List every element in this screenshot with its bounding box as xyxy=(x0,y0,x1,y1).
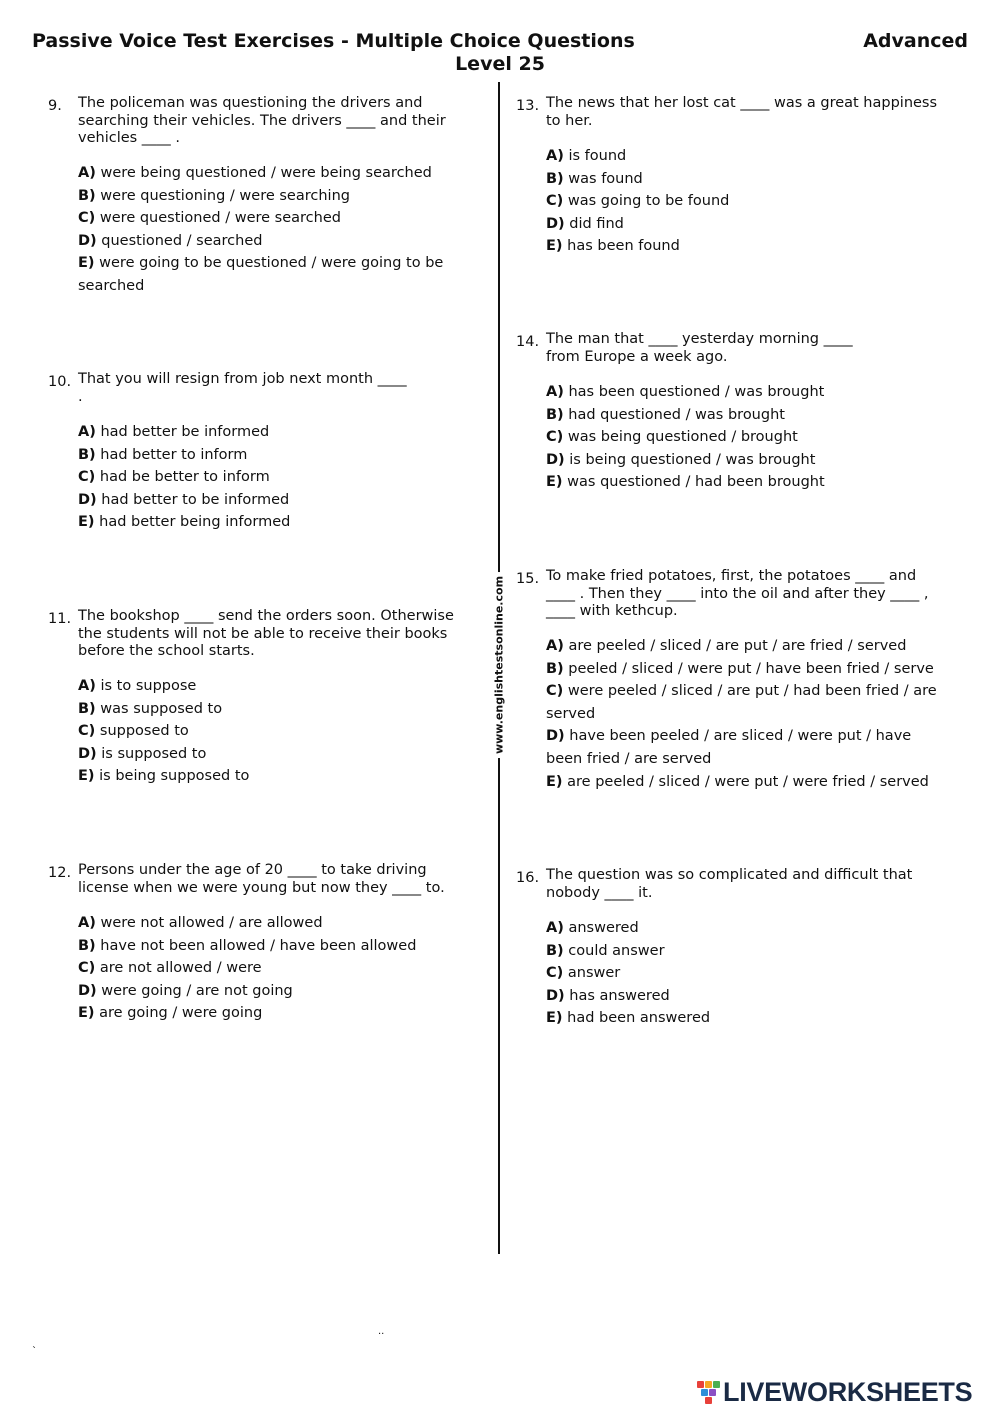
option-c[interactable]: C) was being questioned / brought xyxy=(546,429,798,446)
option-c[interactable]: C) had be better to inform xyxy=(78,469,270,486)
option-b[interactable]: B) had questioned / was brought xyxy=(546,406,785,423)
question-stem: The bookshop ____ send the orders soon. Otherwise the students will not be able to receive their books before the school starts. xyxy=(78,608,454,659)
level-label: Level 25 xyxy=(455,53,545,75)
logo-square xyxy=(713,1381,720,1388)
option-a[interactable]: A) is to suppose xyxy=(78,678,197,694)
option-b[interactable]: B) peeled / sliced / were put / have been fried / serve xyxy=(546,660,934,677)
options-list xyxy=(78,912,488,1025)
option-e[interactable]: E) has been found xyxy=(546,238,680,255)
question-stem: The news that her lost cat ____ was a great happiness to her. xyxy=(546,95,938,129)
option-b[interactable]: B) was supposed to xyxy=(78,700,223,717)
option-c[interactable]: C) were questioned / were searched xyxy=(78,210,341,227)
option-e[interactable]: E) are peeled / sliced / were put / were fried / served xyxy=(546,773,929,790)
option-e[interactable]: E) are going / were going xyxy=(78,1005,263,1022)
stray-dots: .. xyxy=(378,1326,385,1337)
option-e[interactable]: E) had been answered xyxy=(546,1010,711,1027)
option-a[interactable]: A) has been questioned / was brought xyxy=(546,384,825,400)
option-e[interactable]: E) had better being informed xyxy=(78,514,291,531)
options-list xyxy=(546,381,956,494)
option-b[interactable]: B) have not been allowed / have been allowed xyxy=(78,937,417,954)
options-list xyxy=(78,162,488,298)
stray-mark: ` xyxy=(32,1346,37,1357)
option-c[interactable]: C) answer xyxy=(546,965,621,982)
question-stem: To make fried potatoes, first, the potatoes ____ and ____ . Then they ____ into the oil and after they ____ , ____ with kethcup. xyxy=(546,568,929,619)
option-a[interactable]: A) were being questioned / were being searched xyxy=(78,165,432,181)
options-list xyxy=(546,635,966,793)
option-c[interactable]: C) are not allowed / were xyxy=(78,960,262,977)
question-number: 10. xyxy=(48,374,72,390)
logo-square xyxy=(709,1389,716,1396)
option-b[interactable]: B) was found xyxy=(546,170,643,187)
logo-square xyxy=(701,1389,708,1396)
option-e[interactable]: E) were going to be questioned / were going to be searched xyxy=(78,255,444,294)
question-number: 12. xyxy=(48,865,72,881)
option-a[interactable]: A) is found xyxy=(546,148,627,164)
question-number: 16. xyxy=(516,870,540,886)
logo-square xyxy=(705,1397,712,1404)
option-a[interactable]: A) were not allowed / are allowed xyxy=(78,915,323,931)
option-b[interactable]: B) were questioning / were searching xyxy=(78,187,350,204)
options-list xyxy=(78,421,488,534)
option-d[interactable]: D) is being questioned / was brought xyxy=(546,451,816,468)
option-c[interactable]: C) was going to be found xyxy=(546,193,730,210)
option-c[interactable]: C) were peeled / sliced / are put / had been fried / are served xyxy=(546,683,937,722)
question-stem: That you will resign from job next month ____ . xyxy=(78,371,407,405)
question-number: 13. xyxy=(516,98,540,114)
question-stem: The question was so complicated and difficult that nobody ____ it. xyxy=(546,867,913,901)
option-e[interactable]: E) was questioned / had been brought xyxy=(546,474,825,491)
question-stem: The policeman was questioning the drivers and searching their vehicles. The drivers ____ and their vehicles ____ . xyxy=(78,95,446,146)
option-d[interactable]: D) is supposed to xyxy=(78,745,207,762)
option-d[interactable]: D) questioned / searched xyxy=(78,232,263,249)
option-d[interactable]: D) have been peeled / are sliced / were put / have been fried / are served xyxy=(546,728,912,767)
question-stem: The man that ____ yesterday morning ____ from Europe a week ago. xyxy=(546,331,853,365)
page-title: Passive Voice Test Exercises - Multiple Choice Questions xyxy=(32,30,635,52)
option-a[interactable]: A) answered xyxy=(546,920,639,936)
logo-mark-icon xyxy=(697,1379,721,1405)
options-list xyxy=(78,675,488,788)
option-c[interactable]: C) supposed to xyxy=(78,723,189,740)
options-list xyxy=(546,145,956,258)
option-a[interactable]: A) had better be informed xyxy=(78,424,270,440)
option-a[interactable]: A) are peeled / sliced / are put / are fried / served xyxy=(546,638,907,654)
logo-square xyxy=(697,1381,704,1388)
logo-square xyxy=(705,1381,712,1388)
option-d[interactable]: D) has answered xyxy=(546,987,670,1004)
options-list xyxy=(546,917,956,1030)
website-label: www.englishtestsonline.com xyxy=(491,572,508,758)
option-d[interactable]: D) were going / are not going xyxy=(78,982,293,999)
liveworksheets-logo[interactable] xyxy=(697,1376,972,1408)
option-b[interactable]: B) could answer xyxy=(546,942,665,959)
logo-wordmark: LIVEWORKSHEETS xyxy=(723,1376,973,1407)
question-number: 14. xyxy=(516,334,540,350)
question-number: 15. xyxy=(516,571,540,587)
option-e[interactable]: E) is being supposed to xyxy=(78,768,250,785)
level-tag: Advanced xyxy=(863,30,968,52)
question-number: 11. xyxy=(48,611,72,627)
option-d[interactable]: D) did find xyxy=(546,215,624,232)
question-stem: Persons under the age of 20 ____ to take driving license when we were young but now they ____ to. xyxy=(78,862,445,896)
question-number: 9. xyxy=(48,98,62,114)
option-d[interactable]: D) had better to be informed xyxy=(78,491,290,508)
option-b[interactable]: B) had better to inform xyxy=(78,446,248,463)
